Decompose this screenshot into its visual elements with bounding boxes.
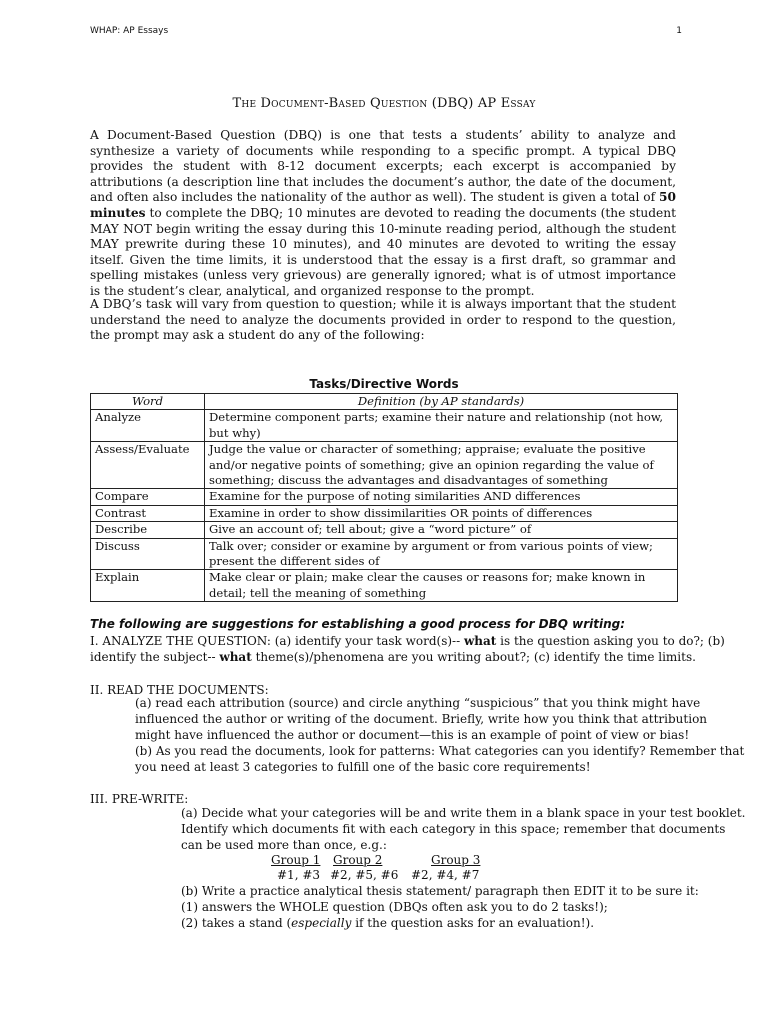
table-row bbox=[91, 570, 678, 602]
table-cell-definition: Judge the value or character of something; appraise; evaluate the positive and/or negative points of something; give an opinion regarding the value of something; discuss the advantages and disadvantages of something bbox=[205, 442, 678, 489]
table-cell-definition: Determine component parts; examine their nature and relationship (not how, but why) bbox=[205, 410, 678, 442]
intro-p1-text-b: to complete the DBQ; 10 minutes are devoted to reading the documents (the student MAY NOT begin writing the essay during this 10-minute reading period, although the student MAY prewrite during these 10 minutes), and 40 minutes are devoted to writing the essay itself. Given the time limits, it is understood that the essay is a first draft, so grammar and spelling mistakes (unless very grievous) are generally ignored; what is of utmost importance is the student’s clear, analytical, and organized response to the prompt. bbox=[90, 205, 676, 298]
group-1-docs: #1, #3 bbox=[277, 868, 321, 882]
table-header-word: Word bbox=[91, 394, 205, 410]
criterion-2-text-a: (2) takes a stand ( bbox=[181, 916, 292, 930]
intro-paragraph-1 bbox=[90, 128, 676, 300]
table-cell-definition: Make clear or plain; make clear the causes or reasons for; make known in detail; tell the meaning of something bbox=[205, 570, 678, 602]
table-row bbox=[91, 410, 678, 442]
step-1-what-bold: what bbox=[463, 634, 497, 648]
time-limit-bold: 50 minutes bbox=[90, 190, 676, 220]
document-title: The Document-Based Question (DBQ) AP Essay bbox=[232, 96, 536, 111]
table-header-definition: Definition (by AP standards) bbox=[205, 394, 678, 410]
group-3-docs: #2, #4, #7 bbox=[411, 868, 480, 882]
suggestions-heading: The following are suggestions for establishing a good process for DBQ writing: bbox=[90, 617, 626, 631]
step-3-criterion-1: (1) answers the WHOLE question (DBQs often ask you to do 2 tasks!); bbox=[181, 900, 608, 914]
step-2-heading: II. READ THE DOCUMENTS: bbox=[90, 683, 269, 697]
intro-paragraph-2: A DBQ’s task will vary from question to question; while it is always important that the student understand the need to analyze the documents provided in order to respond to the question, the prompt may ask a student do any of the following: bbox=[90, 297, 676, 343]
step-2-line: influenced the author or writing of the document. Briefly, write how you think that attribution bbox=[135, 712, 708, 726]
step-3-line: can be used more than once, e.g.: bbox=[181, 838, 387, 852]
step-3-line: Identify which documents fit with each category in this space; remember that documents bbox=[181, 822, 726, 836]
table-cell-word: Contrast bbox=[91, 505, 205, 521]
step-1-text-d: theme(s)/phenomena are you writing about?; (c) identify the time limits. bbox=[251, 650, 696, 664]
table-cell-definition: Talk over; consider or examine by argument or from various points of view; present the different sides of bbox=[205, 538, 678, 570]
step-3-line: (a) Decide what your categories will be and write them in a blank space in your test booklet. bbox=[181, 806, 746, 820]
directive-words-table bbox=[90, 393, 678, 602]
table-caption: Tasks/Directive Words bbox=[309, 377, 459, 391]
table-cell-word: Assess/Evaluate bbox=[91, 442, 205, 489]
table-cell-word: Compare bbox=[91, 489, 205, 505]
step-1-line-1 bbox=[90, 634, 725, 650]
table-header-row bbox=[91, 394, 678, 410]
table-cell-definition: Examine in order to show dissimilarities OR points of differences bbox=[205, 505, 678, 521]
step-2-line: might have influenced the author or document—this is an example of point of view or bias! bbox=[135, 728, 690, 742]
group-2-docs: #2, #5, #6 bbox=[330, 868, 399, 882]
group-2-label: Group 2 bbox=[333, 853, 383, 867]
criterion-2-text-b: if the question asks for an evaluation!). bbox=[351, 916, 595, 930]
step-2-line: (b) As you read the documents, look for patterns: What categories can you identify? Remember that bbox=[135, 744, 745, 758]
step-1-text-c: identify the subject-- bbox=[90, 650, 220, 664]
criterion-2-emphasis: especially bbox=[291, 916, 352, 930]
group-1-label: Group 1 bbox=[271, 853, 321, 867]
table-cell-definition: Examine for the purpose of noting similarities AND differences bbox=[205, 489, 678, 505]
table-cell-word: Describe bbox=[91, 522, 205, 538]
table-cell-definition: Give an account of; tell about; give a “word picture” of bbox=[205, 522, 678, 538]
running-header: WHAP: AP Essays bbox=[90, 26, 169, 36]
table-row bbox=[91, 522, 678, 538]
table-cell-word: Analyze bbox=[91, 410, 205, 442]
step-1-text-b: is the question asking you to do?; (b) bbox=[496, 634, 725, 648]
step-1-line-2 bbox=[90, 650, 696, 666]
table-cell-word: Explain bbox=[91, 570, 205, 602]
group-3-label: Group 3 bbox=[431, 853, 481, 867]
table-row bbox=[91, 538, 678, 570]
step-2-line: (a) read each attribution (source) and circle anything “suspicious” that you think might have bbox=[135, 696, 701, 710]
step-3-heading: III. PRE-WRITE: bbox=[90, 792, 189, 806]
table-row bbox=[91, 442, 678, 489]
step-1-text-a: I. ANALYZE THE QUESTION: (a) identify your task word(s)-- bbox=[90, 634, 464, 648]
page-number: 1 bbox=[676, 26, 682, 36]
table-row bbox=[91, 489, 678, 505]
step-3-criterion-2 bbox=[181, 916, 594, 932]
table-row bbox=[91, 505, 678, 521]
step-1-what-bold-2: what bbox=[219, 650, 252, 664]
step-3-thesis-line: (b) Write a practice analytical thesis statement/ paragraph then EDIT it to be sure it: bbox=[181, 884, 699, 898]
table-cell-word: Discuss bbox=[91, 538, 205, 570]
intro-p1-text-a: A Document-Based Question (DBQ) is one that tests a students’ ability to analyze and synthesize a variety of documents while responding to a specific prompt. A typical DBQ provides the student with 8-12 document excerpts; each excerpt is accompanied by attributions (a description line that includes the document’s author, the date of the document, and often also includes the nationality of the author as well). The student is given a total of bbox=[90, 128, 676, 205]
step-2-line: you need at least 3 categories to fulfill one of the basic core requirements! bbox=[135, 760, 591, 774]
